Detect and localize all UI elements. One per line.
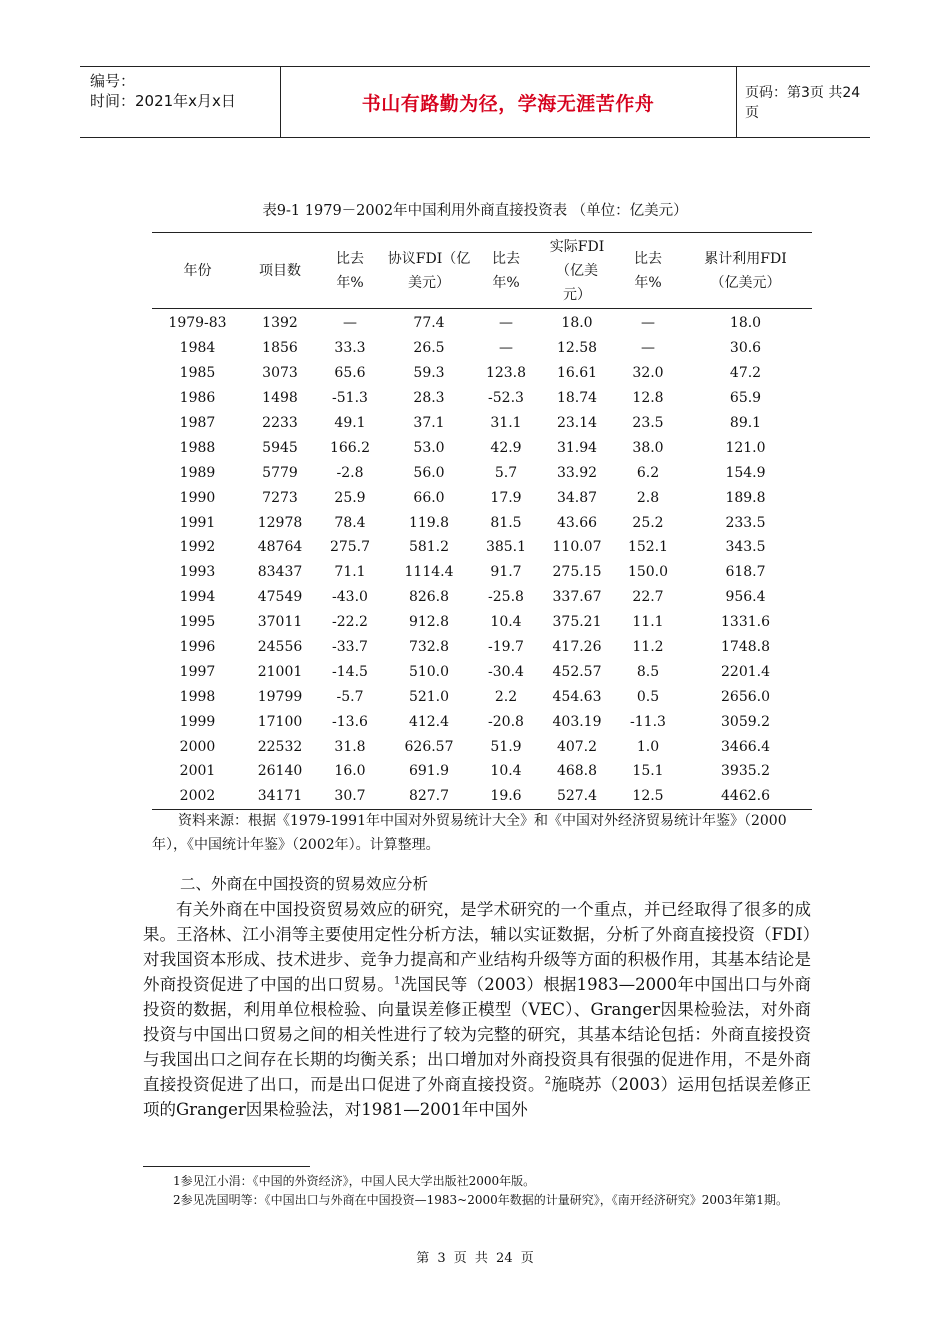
cell-contract-fdi: 28.3 [413,390,445,407]
cell-contract-fdi: 510.0 [408,663,450,680]
table-row [152,460,812,485]
cell-change-projects: 30.7 [317,784,383,809]
cell-change-actual: 6.2 [636,464,660,481]
cell-cumulative-fdi: 1331.6 [721,614,770,631]
cell-projects: 19799 [257,688,303,705]
cell-change-projects: 166.2 [329,439,371,456]
cell-contract-fdi: 412.4 [408,713,450,730]
cell-contract-fdi: 732.8 [408,639,450,656]
cell-projects: 21001 [257,663,303,680]
cell-change-actual: — [641,340,655,357]
col-header-change-contract: 比去年% [475,233,537,309]
cell-year: 1985 [179,365,216,382]
cell-change-actual: 152.1 [627,539,669,556]
header-meta [80,67,281,137]
cell-contract-fdi: 26.5 [413,340,445,357]
cell-year: 1993 [179,564,216,581]
cell-change-actual: 2.8 [636,489,660,506]
cell-cumulative-fdi: 618.7 [725,564,766,581]
cell-change-actual: 8.5 [636,663,660,680]
cell-cumulative-fdi: 65.9 [729,390,762,407]
cell-cumulative-fdi: 30.6 [729,340,762,357]
table-row [152,510,812,535]
table-row [152,361,812,386]
cell-contract-fdi: 827.7 [383,784,475,809]
col-header-actual-fdi: 实际FDI（亿美元） [537,233,617,309]
col-header-contract-fdi: 协议FDI（亿美元） [383,233,475,309]
cell-cumulative-fdi: 18.0 [729,315,762,332]
cell-actual-fdi: 375.21 [552,614,602,631]
header-motto-cell [280,67,737,137]
cell-year: 1990 [179,489,216,506]
cell-contract-fdi: 826.8 [408,589,450,606]
cell-change-projects: 275.7 [329,539,371,556]
cell-change-projects: 25.9 [334,489,366,506]
cell-change-actual: 12.5 [617,784,679,809]
col-header-projects: 项目数 [243,233,317,309]
cell-year: 1994 [179,589,216,606]
cell-change-actual: 23.5 [632,415,664,431]
cell-change-projects: -2.8 [336,464,364,481]
cell-cumulative-fdi: 89.1 [729,415,762,431]
table-row [152,560,812,585]
cell-year: 1999 [179,713,216,730]
table-row [152,734,812,759]
cell-contract-fdi: 626.57 [404,738,454,755]
cell-projects: 24556 [257,639,303,656]
cell-actual-fdi: 403.19 [552,713,602,730]
cell-actual-fdi: 16.61 [556,365,598,382]
cell-actual-fdi: 417.26 [552,639,602,656]
cell-change-projects: — [343,315,357,332]
cell-actual-fdi: 110.07 [552,539,602,556]
cell-cumulative-fdi: 3059.2 [721,713,770,730]
cell-year: 1991 [179,514,216,531]
cell-actual-fdi: 337.67 [552,589,602,606]
cell-change-contract: -30.4 [488,663,524,680]
cell-projects: 22532 [257,738,303,755]
cell-year: 1986 [179,390,216,407]
cell-contract-fdi: 521.0 [408,688,450,705]
cell-actual-fdi: 31.94 [556,439,598,456]
cell-year: 1979-83 [168,315,227,332]
footnote-2: 2参见冼国明等：《中国出口与外商在中国投资—1983~2000年数据的计量研究》，《南开经济研究》2003年第1期。 [173,1193,788,1207]
cell-year: 1989 [179,464,216,481]
cell-projects: 7273 [262,489,298,506]
cell-projects: 12978 [257,514,303,531]
table-row [152,585,812,610]
cell-change-contract: 91.7 [490,564,522,581]
cell-change-actual: 38.0 [632,439,664,456]
cell-projects: 1392 [262,315,298,332]
cell-actual-fdi: 407.2 [556,738,598,755]
cell-actual-fdi: 18.74 [556,390,598,407]
cell-contract-fdi: 66.0 [413,489,445,506]
cell-change-actual: 22.7 [632,589,664,606]
data-source-note: 资料来源：根据《1979-1991年中国对外贸易统计大全》和《中国对外经济贸易统计年鉴》（2000年），《中国统计年鉴》（2002年）。计算整理。 [152,813,787,853]
cell-change-contract: 5.7 [494,464,518,481]
cell-change-contract: 2.2 [494,688,518,705]
cell-projects: 47549 [257,589,303,606]
cell-change-contract: -19.7 [488,639,524,656]
cell-contract-fdi: 691.9 [408,763,450,780]
col-header-change-actual: 比去年% [617,233,679,309]
cell-actual-fdi: 12.58 [556,340,598,357]
cell-year: 1987 [179,415,216,431]
cell-change-projects: 78.4 [334,514,366,531]
cell-cumulative-fdi: 233.5 [725,514,766,531]
cell-projects: 1856 [262,340,298,357]
cell-cumulative-fdi: 2201.4 [721,663,770,680]
footnote-1: 1参见江小涓：《中国的外资经济》，中国人民大学出版社2000年版。 [173,1174,536,1188]
cell-change-contract: 10.4 [490,614,522,631]
cell-year: 1995 [179,614,216,631]
cell-cumulative-fdi: 47.2 [729,365,762,382]
cell-year: 2002 [152,784,243,809]
table-row [152,309,812,336]
cell-projects: 83437 [257,564,303,581]
cell-change-contract: -52.3 [488,390,524,407]
cell-change-actual: 15.1 [632,763,664,780]
page-footer: 第 3 页 共 24 页 [416,1251,534,1266]
cell-year: 1984 [179,340,216,357]
cell-contract-fdi: 59.3 [413,365,445,382]
cell-actual-fdi: 468.8 [556,763,598,780]
cell-projects: 48764 [257,539,303,556]
table-row [152,411,812,436]
table-row [152,784,812,809]
table-row [152,759,812,784]
cell-cumulative-fdi: 189.8 [725,489,766,506]
cell-contract-fdi: 56.0 [413,464,445,481]
cell-change-actual: 0.5 [636,688,660,705]
cell-change-actual: 25.2 [632,514,664,531]
cell-cumulative-fdi: 2656.0 [721,688,770,705]
footnote-ref-1: 1 [393,975,401,987]
cell-change-contract: — [499,340,513,357]
cell-change-actual: 32.0 [632,365,664,382]
cell-projects: 5779 [262,464,298,481]
cell-change-projects: -14.5 [332,663,368,680]
cell-change-projects: -22.2 [332,614,368,631]
cell-actual-fdi: 275.15 [552,564,602,581]
table-row [152,659,812,684]
col-header-year: 年份 [152,233,243,309]
doc-date-label: 时间：2021年x月x日 [90,92,236,110]
cell-change-actual: 11.2 [632,639,664,656]
cell-year: 2001 [179,763,216,780]
table-row [152,435,812,460]
table-row [152,610,812,635]
cell-change-contract: — [499,315,513,332]
cell-year: 1996 [179,639,216,656]
cell-projects: 5945 [262,439,298,456]
cell-change-contract: 385.1 [485,539,527,556]
header-motto: 书山有路勤为径，学海无涯苦作舟 [361,92,655,115]
cell-year: 1998 [179,688,216,705]
body-text-part3: 施晓苏（2003）运用包括误差修正项的Granger因果检验法，对1981—2001年中国外 [143,1075,811,1119]
table-caption: 表9-1 1979－2002年中国利用外商直接投资表 （单位：亿美元） [262,203,688,219]
cell-change-projects: 71.1 [334,564,366,581]
body-text-part2: 冼国民等（2003）根据1983—2000年中国出口与外商投资的数据，利用单位根检验、向量误差修正模型（VEC）、Granger因果检验法，对外商投资与中国出口贸易之间的相关性进行了较为完整的研究，其基本结论包括：外商直接投资与我国出口之间存在长期的均衡关系；出口增加对外商投资具有很强的促进作用，不是外商直接投资促进了出口，而是出口促进了外商直接投资。 [143,975,812,1094]
cell-year: 1992 [179,539,216,556]
cell-projects: 17100 [257,713,303,730]
cell-contract-fdi: 37.1 [413,415,445,431]
cell-projects: 37011 [257,614,303,631]
cell-change-projects: -43.0 [332,589,368,606]
cell-change-contract: 123.8 [485,365,527,382]
cell-actual-fdi: 527.4 [537,784,617,809]
cell-contract-fdi: 912.8 [408,614,450,631]
cell-projects: 1498 [262,390,298,407]
cell-cumulative-fdi: 3466.4 [721,738,770,755]
cell-projects: 2233 [262,415,298,431]
cell-contract-fdi: 1114.4 [404,564,454,581]
cell-actual-fdi: 452.57 [552,663,602,680]
cell-contract-fdi: 77.4 [413,315,445,332]
cell-change-contract: 10.4 [490,763,522,780]
table-row [152,485,812,510]
cell-cumulative-fdi: 1748.8 [721,639,770,656]
cell-change-contract: 51.9 [490,738,522,755]
cell-cumulative-fdi: 3935.2 [721,763,770,780]
cell-change-contract: 42.9 [490,439,522,456]
table-header-row [152,233,812,309]
cell-cumulative-fdi: 956.4 [725,589,766,606]
cell-change-actual: 150.0 [627,564,669,581]
footnotes [143,1172,811,1210]
cell-change-projects: -51.3 [332,390,368,407]
cell-change-contract: 17.9 [490,489,522,506]
cell-change-contract: 19.6 [475,784,537,809]
cell-projects: 26140 [257,763,303,780]
cell-change-contract: 81.5 [490,514,522,531]
cell-contract-fdi: 581.2 [408,539,450,556]
cell-year: 1988 [179,439,216,456]
cell-actual-fdi: 18.0 [561,315,593,332]
doc-code-label: 编号： [90,72,136,90]
table-row [152,709,812,734]
fdi-table [152,232,812,810]
cell-change-contract: 31.1 [490,415,522,431]
cell-actual-fdi: 43.66 [556,514,598,531]
cell-actual-fdi: 454.63 [552,688,602,705]
section-heading: 二、外商在中国投资的贸易效应分析 [180,875,429,893]
cell-projects: 34171 [243,784,317,809]
cell-change-actual: 12.8 [632,390,664,407]
cell-change-projects: 31.8 [334,738,366,755]
cell-actual-fdi: 33.92 [556,464,598,481]
footnote-divider [143,1166,310,1167]
cell-change-projects: -13.6 [332,713,368,730]
cell-actual-fdi: 23.14 [556,415,598,431]
cell-change-contract: -20.8 [488,713,524,730]
cell-actual-fdi: 34.87 [556,489,598,506]
body-text-part1: 有关外商在中国投资贸易效应的研究，是学术研究的一个重点，并已经取得了很多的成果。王洛林、江小涓等主要使用定性分析方法，辅以实证数据，分析了外商直接投资（FDI）对我国资本形成、技术进步、竞争力提高和产业结构升级等方面的积极作用，其基本结论是外商投资促进了中国的出口贸易。 [143,900,811,994]
cell-change-projects: 33.3 [334,340,366,357]
document-header [80,66,870,138]
table-row [152,684,812,709]
cell-change-projects: -5.7 [336,688,364,705]
cell-cumulative-fdi: 121.0 [725,439,766,456]
cell-projects: 3073 [262,365,298,382]
body-paragraph [143,897,811,1122]
cell-change-contract: -25.8 [488,589,524,606]
footnote-ref-2: 2 [544,1075,552,1087]
table-row [152,535,812,560]
cell-change-projects: -33.7 [332,639,368,656]
cell-year: 2000 [179,738,216,755]
cell-change-actual: 11.1 [632,614,664,631]
header-page-info: 页码：第3页 共24页 [745,85,861,121]
cell-cumulative-fdi: 343.5 [725,539,766,556]
cell-change-actual: 1.0 [636,738,660,755]
cell-cumulative-fdi: 4462.6 [679,784,812,809]
cell-change-projects: 49.1 [334,415,366,431]
col-header-change-projects: 比去年% [317,233,383,309]
cell-year: 1997 [179,663,216,680]
cell-change-actual: — [641,315,655,332]
cell-contract-fdi: 119.8 [408,514,450,531]
table-row [152,635,812,660]
table-row [152,336,812,361]
col-header-cumulative-fdi: 累计利用FDI（亿美元） [679,233,812,309]
cell-change-projects: 65.6 [334,365,366,382]
cell-contract-fdi: 53.0 [413,439,445,456]
cell-change-actual: -11.3 [630,713,666,730]
cell-cumulative-fdi: 154.9 [725,464,766,481]
table-row [152,386,812,411]
cell-change-projects: 16.0 [334,763,366,780]
